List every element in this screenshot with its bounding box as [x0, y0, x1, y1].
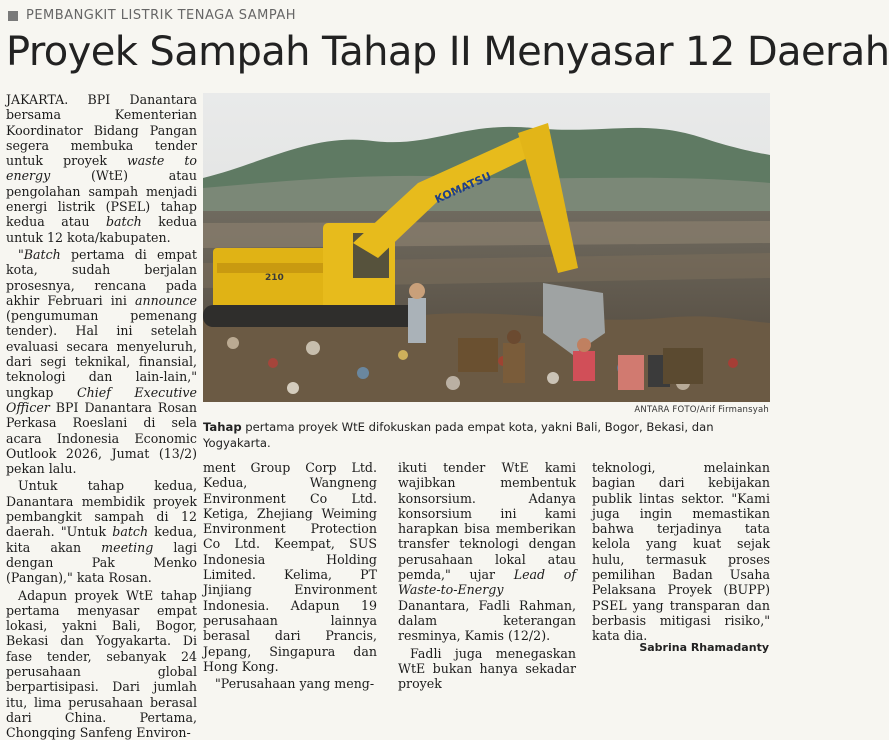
caption-lead: Tahap [203, 420, 242, 434]
article-column-1 [6, 92, 197, 740]
article-column-3 [398, 460, 576, 691]
kicker-square-icon [8, 11, 18, 21]
kicker-label: PEMBANGKIT LISTRIK TENAGA SAMPAH [26, 8, 296, 23]
photo-caption [203, 419, 748, 451]
paragraph: Adapun proyek WtE tahap pertama menyasar empat lokasi, yakni Bali, Bogor, Bekasi dan Yogyakarta. Di fase tender, sebanyak 24 perusahaan global berpartisipasi. Dari jumlah itu, lima perusahaan berasal dari China. Pertama, Chongqing Sanfeng Environ- [6, 588, 197, 740]
section-kicker [8, 8, 296, 23]
paragraph: ment Group Corp Ltd. Kedua, Wangneng Environment Co Ltd. Ketiga, Zhejiang Weiming Environment Protection Co Ltd. Keempat, SUS Indonesia Holding Limited. Kelima, PT Jinjiang Environment Indonesia. Adapun 19 perusahaan lainnya berasal dari Prancis, Jepang, Singapura dan Hong Kong. [203, 460, 377, 674]
paragraph: Untuk tahap kedua, Danantara membidik proyek pembangkit sampah di 12 daerah. "Untuk batch kedua, kita akan meeting lagi dengan Pak Menko (Pangan)," kata Rosan. [6, 478, 197, 585]
news-photo [203, 93, 770, 402]
article-column-4 [592, 460, 770, 644]
paragraph: ikuti tender WtE kami wajibkan membentuk konsorsium. Adanya konsorsium ini kami harapkan bisa memberikan transfer teknologi dengan perusahaan lokal atau pemda," ujar Lead of Waste-to-Energy Danantara, Fadli Rahman, dalam keterangan resminya, Kamis (12/2). [398, 460, 576, 644]
paragraph: "Batch pertama di empat kota, sudah berjalan prosesnya, rencana pada akhir Februari ini announce (pengumuman pemenang tender). Hal ini setelah evaluasi secara menyeluruh, dari segi teknikal, finansial, teknologi dan lain-lain," ungkap Chief Executive Officer BPI Danantara Rosan Perkasa Roeslani di sela acara Indonesia Economic Outlook 2026, Jumat (13/2) pekan lalu. [6, 247, 197, 476]
paragraph: JAKARTA. BPI Danantara bersama Kementerian Koordinator Bidang Pangan segera membuka tender untuk proyek waste to energy (WtE) atau pengolahan sampah menjadi energi listrik (PSEL) tahap kedua atau batch kedua untuk 12 kota/kabupaten. [6, 92, 197, 245]
photo-credit: ANTARA FOTO/Arif Firmansyah [634, 405, 769, 415]
page-title: Proyek Sampah Tahap II Menyasar 12 Daerah [6, 28, 772, 76]
paragraph: "Perusahaan yang meng- [203, 676, 377, 691]
paragraph: Fadli juga menegaskan WtE bukan hanya sekadar proyek [398, 646, 576, 692]
article-column-2 [203, 460, 377, 691]
landfill-excavator-image [203, 93, 770, 402]
caption-text: pertama proyek WtE difokuskan pada empat kota, yakni Bali, Bogor, Bekasi, dan Yogyakarta. [203, 420, 714, 450]
svg-text:210: 210 [265, 273, 284, 283]
author-byline: Sabrina Rhamadanty [639, 641, 769, 654]
svg-text:KOMATSU: KOMATSU [433, 170, 493, 206]
paragraph: teknologi, melainkan bagian dari kebijakan publik lintas sektor. "Kami juga ingin memastikan bahwa terjadinya tata kelola yang kuat sejak hulu, termasuk proses pemilihan Badan Usaha Pelaksana Proyek (BUPP) PSEL yang transparan dan berbasis mitigasi risiko," kata dia. [592, 460, 770, 644]
